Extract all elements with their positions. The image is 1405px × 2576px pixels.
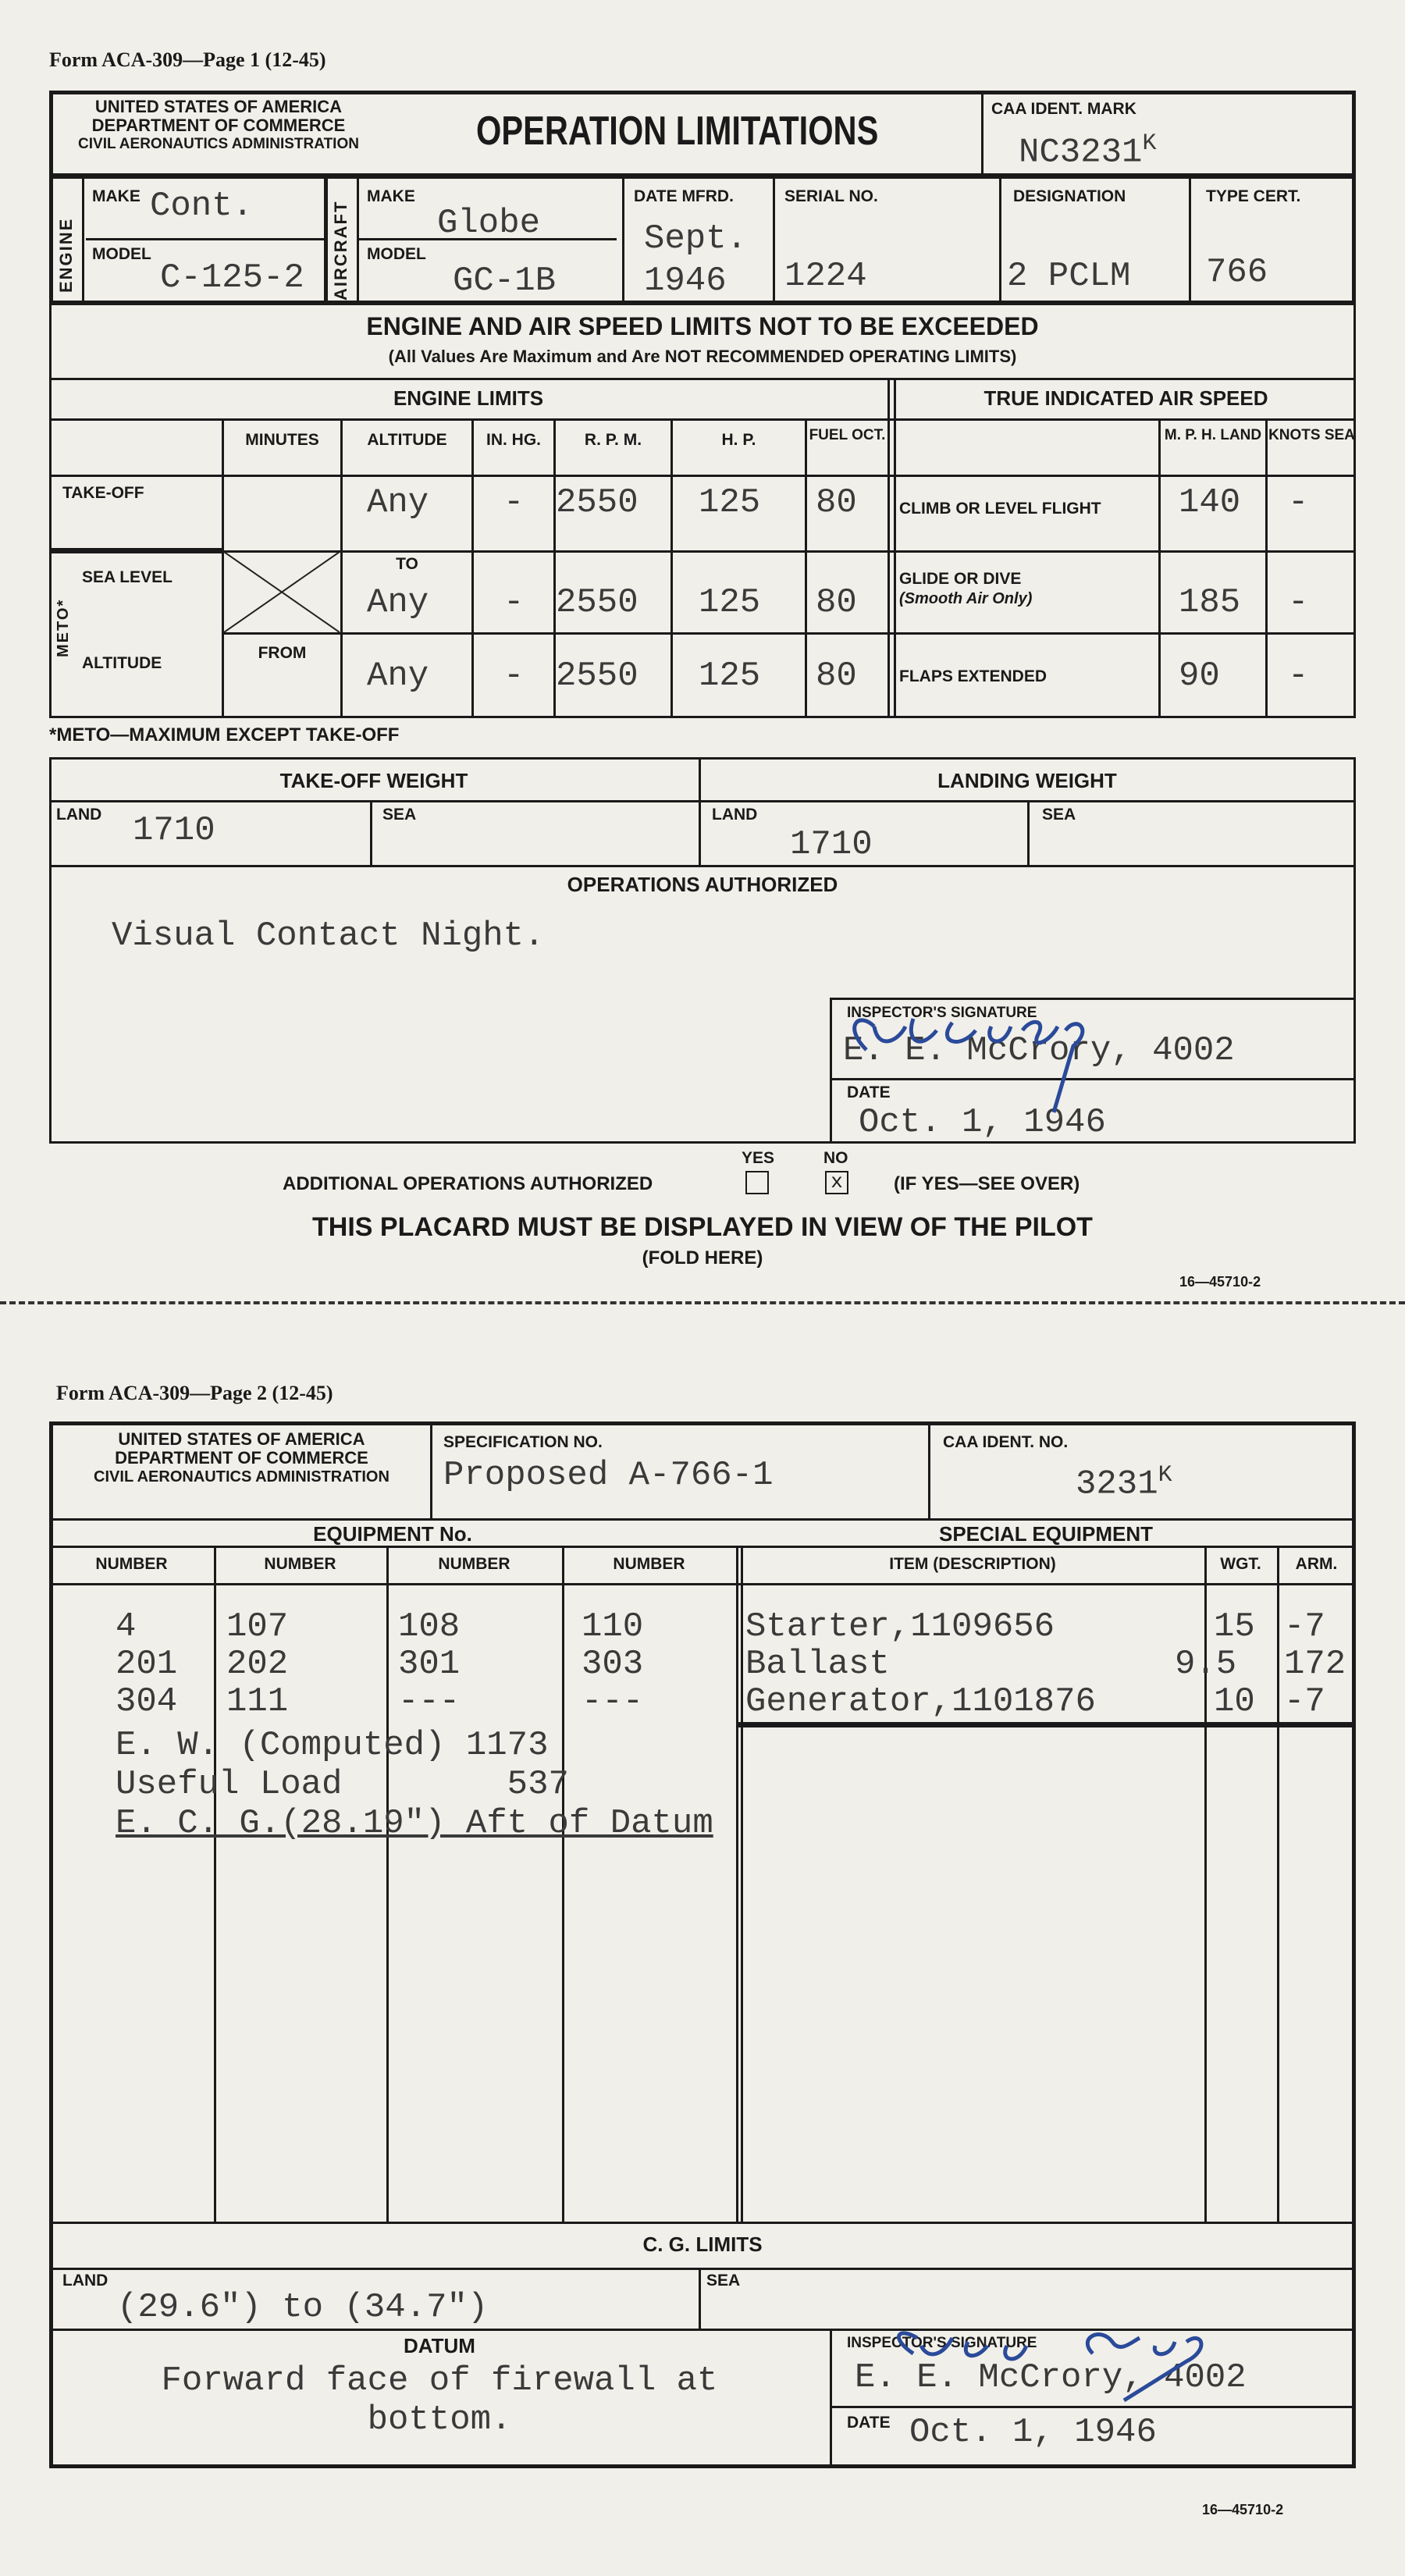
special-wgt: 9.5 [1175, 1645, 1237, 1684]
equipment-number: 301 [398, 1645, 461, 1684]
print-code: 16—45710-2 [1179, 1274, 1261, 1290]
col-minutes: MINUTES [245, 431, 319, 449]
equipment-number: 111 [226, 1682, 289, 1721]
limit-inhg: - [503, 483, 525, 522]
serial-label: SERIAL NO. [784, 187, 878, 205]
takeoff-land-value: 1710 [133, 811, 215, 850]
caa-ident [1076, 1457, 1172, 1503]
inspector-label: INSPECTOR'S SIGNATURE [847, 1005, 1037, 1021]
special-arm: -7 [1284, 1682, 1325, 1721]
fold-line [0, 1301, 1405, 1304]
landing-weight-label: LANDING WEIGHT [937, 769, 1117, 792]
page-title: OPERATION LIMITATIONS [476, 109, 879, 154]
form-id: Form ACA-309—Page 1 (12-45) [49, 48, 326, 71]
datum-line: bottom. [367, 2400, 512, 2439]
agency-line: CIVIL AERONAUTICS ADMINISTRATION [94, 1468, 389, 1485]
model-label: MODEL [367, 245, 426, 263]
row-altitude-label: ALTITUDE [82, 654, 162, 672]
to-label: TO [396, 555, 418, 573]
from-label: FROM [258, 644, 307, 662]
cg-limits-label: C. G. LIMITS [642, 2233, 763, 2256]
no-checkbox[interactable]: x [825, 1171, 848, 1194]
landing-sea-label: SEA [1042, 806, 1076, 824]
caa-mark-sup: K [1142, 130, 1157, 157]
agency-line: UNITED STATES OF AMERICA [94, 97, 343, 116]
row-takeoff-label: TAKE-OFF [62, 484, 144, 502]
equipment-number: 304 [116, 1682, 178, 1721]
inspector-signature [835, 995, 1225, 1120]
takeoff-land-label: LAND [56, 806, 102, 824]
agency-block [62, 98, 375, 154]
col-item: ITEM (DESCRIPTION) [889, 1555, 1056, 1573]
limit-mph: 185 [1179, 583, 1241, 622]
special-wgt: 15 [1214, 1607, 1255, 1646]
col-inhg: IN. HG. [486, 431, 541, 449]
inspector-label-page2: INSPECTOR'S SIGNATURE [847, 2335, 1037, 2351]
limit-fuel: 80 [816, 583, 857, 622]
limit-mph: 140 [1179, 483, 1241, 522]
equipment-number: 108 [398, 1607, 461, 1646]
equipment-number: --- [582, 1682, 644, 1721]
limit-fuel: 80 [816, 483, 857, 522]
caa-mark-label: CAA IDENT. MARK [991, 100, 1136, 118]
limit-rpm: 2550 [556, 656, 638, 696]
yes-label: YES [742, 1149, 775, 1167]
limit-knots: - [1288, 656, 1309, 696]
limit-fuel: 80 [816, 656, 857, 696]
limit-mph: 90 [1179, 656, 1220, 696]
special-arm: -7 [1284, 1607, 1325, 1646]
print-code-page2: 16—45710-2 [1202, 2502, 1284, 2517]
col-arm: ARM. [1295, 1555, 1338, 1573]
limit-knots: - [1288, 583, 1309, 622]
limit-hp: 125 [699, 583, 761, 622]
cg-land-value: (29.6") to (34.7") [117, 2288, 489, 2327]
equipment-number: 107 [226, 1607, 289, 1646]
equipment-no-label: EQUIPMENT No. [313, 1522, 472, 1546]
cg-sea-label: SEA [706, 2272, 741, 2290]
empty-weight: E. W. (Computed) 1173 [116, 1726, 549, 1765]
date-mfrd-label: DATE MFRD. [634, 187, 734, 205]
fold-here: (FOLD HERE) [642, 1247, 763, 1268]
date-mfrd-year: 1946 [644, 262, 727, 301]
limit-inhg: - [503, 583, 525, 622]
designation-value: 2 PCLM [1007, 257, 1131, 296]
landing-land-value: 1710 [790, 825, 873, 864]
make-label: MAKE [367, 187, 415, 205]
limit-rpm: 2550 [556, 483, 638, 522]
date-value-page2: Oct. 1, 1946 [909, 2413, 1157, 2452]
col-number: NUMBER [613, 1555, 685, 1573]
date-mfrd-month: Sept. [644, 219, 748, 258]
col-number: NUMBER [438, 1555, 510, 1573]
special-item: Ballast [745, 1645, 890, 1684]
limit-knots: - [1288, 483, 1309, 522]
ops-authorized-label: OPERATIONS AUTHORIZED [567, 873, 838, 896]
special-item: Generator,1101876 [745, 1682, 1096, 1721]
agency-line: DEPARTMENT OF COMMERCE [115, 1448, 368, 1468]
additional-ops-label: ADDITIONAL OPERATIONS AUTHORIZED [283, 1173, 653, 1194]
placard-notice: THIS PLACARD MUST BE DISPLAYED IN VIEW OF THE PILOT [312, 1212, 1093, 1242]
type-cert-value: 766 [1206, 253, 1268, 292]
agency-line: DEPARTMENT OF COMMERCE [91, 116, 346, 135]
aircraft-label: AIRCRAFT [331, 200, 350, 301]
limits-subtitle: (All Values Are Maximum and Are NOT RECOMMENDED OPERATING LIMITS) [388, 347, 1017, 366]
model-label: MODEL [92, 245, 151, 263]
type-cert-label: TYPE CERT. [1206, 187, 1301, 205]
special-equipment-label: SPECIAL EQUIPMENT [938, 1522, 1153, 1546]
limit-rpm: 2550 [556, 583, 638, 622]
speed-label-climb: CLIMB OR LEVEL FLIGHT [899, 500, 1101, 518]
special-arm: 172 [1284, 1645, 1346, 1684]
tias-label: TRUE INDICATED AIR SPEED [984, 386, 1268, 410]
takeoff-sea-label: SEA [382, 806, 417, 824]
agency-line: UNITED STATES OF AMERICA [118, 1429, 365, 1449]
meto-note: *METO—MAXIMUM EXCEPT TAKE-OFF [49, 724, 400, 745]
date-label: DATE [847, 1083, 891, 1101]
empty-cg: E. C. G.(28.19") Aft of Datum [116, 1804, 713, 1843]
equipment-number: 303 [582, 1645, 644, 1684]
special-item: Starter,1109656 [745, 1607, 1055, 1646]
speed-label-flaps: FLAPS EXTENDED [899, 667, 1048, 685]
col-rpm: R. P. M. [584, 431, 642, 449]
limit-hp: 125 [699, 483, 761, 522]
engine-label: ENGINE [56, 217, 76, 293]
limit-altitude: Any [367, 483, 429, 522]
col-number: NUMBER [264, 1555, 336, 1573]
spec-label: SPECIFICATION NO. [443, 1433, 603, 1451]
limits-title: ENGINE AND AIR SPEED LIMITS NOT TO BE EXCEEDED [366, 312, 1039, 340]
speed-label-glide: GLIDE OR DIVE [899, 570, 1022, 588]
col-hp: H. P. [721, 431, 756, 449]
equipment-number: 201 [116, 1645, 178, 1684]
limit-inhg: - [503, 656, 525, 696]
equipment-number: 110 [582, 1607, 644, 1646]
col-knots: KNOTS SEA [1268, 427, 1355, 443]
aircraft-model: GC-1B [453, 262, 557, 301]
no-label: NO [823, 1149, 848, 1167]
speed-sub-glide: (Smooth Air Only) [899, 590, 1033, 607]
caa-ident-sup: K [1158, 1462, 1172, 1489]
datum-line: Forward face of firewall at [161, 2361, 718, 2400]
form-id-page2: Form ACA-309—Page 2 (12-45) [56, 1382, 333, 1404]
aircraft-make: Globe [437, 204, 541, 243]
engine-make: Cont. [150, 187, 254, 226]
limit-hp: 125 [699, 656, 761, 696]
inspector-name-page2: E. E. McCrory, 4002 [855, 2358, 1247, 2397]
col-mph: M. P. H. LAND [1164, 427, 1262, 443]
col-altitude: ALTITUDE [367, 431, 447, 449]
inspector-signature-page2 [843, 2322, 1280, 2408]
caa-ident-value: 3231 [1076, 1464, 1158, 1504]
date-value: Oct. 1, 1946 [859, 1103, 1106, 1142]
make-label: MAKE [92, 187, 140, 205]
caa-ident-label: CAA IDENT. NO. [943, 1433, 1069, 1451]
row-sealevel-label: SEA LEVEL [82, 568, 173, 586]
col-fuel: FUEL OCT. [809, 427, 886, 443]
landing-land-label: LAND [712, 806, 758, 824]
cg-land-label: LAND [62, 2272, 108, 2290]
meto-label: METO* [55, 598, 72, 657]
engine-model: C-125-2 [160, 258, 304, 297]
equipment-number: 4 [116, 1607, 137, 1646]
col-number: NUMBER [95, 1555, 168, 1573]
caa-mark [1019, 125, 1156, 172]
serial-value: 1224 [784, 257, 867, 296]
col-wgt: WGT. [1220, 1555, 1261, 1573]
agency-block-page2 [53, 1430, 430, 1486]
limit-altitude: Any [367, 656, 429, 696]
datum-label: DATUM [404, 2334, 475, 2357]
agency-line: CIVIL AERONAUTICS ADMINISTRATION [78, 136, 359, 152]
engine-limits-label: ENGINE LIMITS [393, 386, 544, 410]
inspector-name: E. E. McCrory, 4002 [843, 1031, 1235, 1070]
equipment-number: --- [398, 1682, 461, 1721]
date-label-page2: DATE [847, 2414, 891, 2432]
ops-authorized-value: Visual Contact Night. [112, 916, 545, 955]
equipment-number: 202 [226, 1645, 289, 1684]
yes-checkbox[interactable] [745, 1171, 769, 1194]
takeoff-weight-label: TAKE-OFF WEIGHT [279, 769, 468, 792]
designation-label: DESIGNATION [1013, 187, 1126, 205]
if-yes-note: (IF YES—SEE OVER) [894, 1173, 1080, 1194]
spec-value: Proposed A-766-1 [443, 1456, 774, 1495]
not-applicable-cross [224, 552, 340, 632]
useful-load: Useful Load 537 [116, 1765, 569, 1804]
special-wgt: 10 [1214, 1682, 1255, 1721]
limit-altitude: Any [367, 583, 429, 622]
caa-mark-value: NC3231 [1019, 133, 1143, 173]
